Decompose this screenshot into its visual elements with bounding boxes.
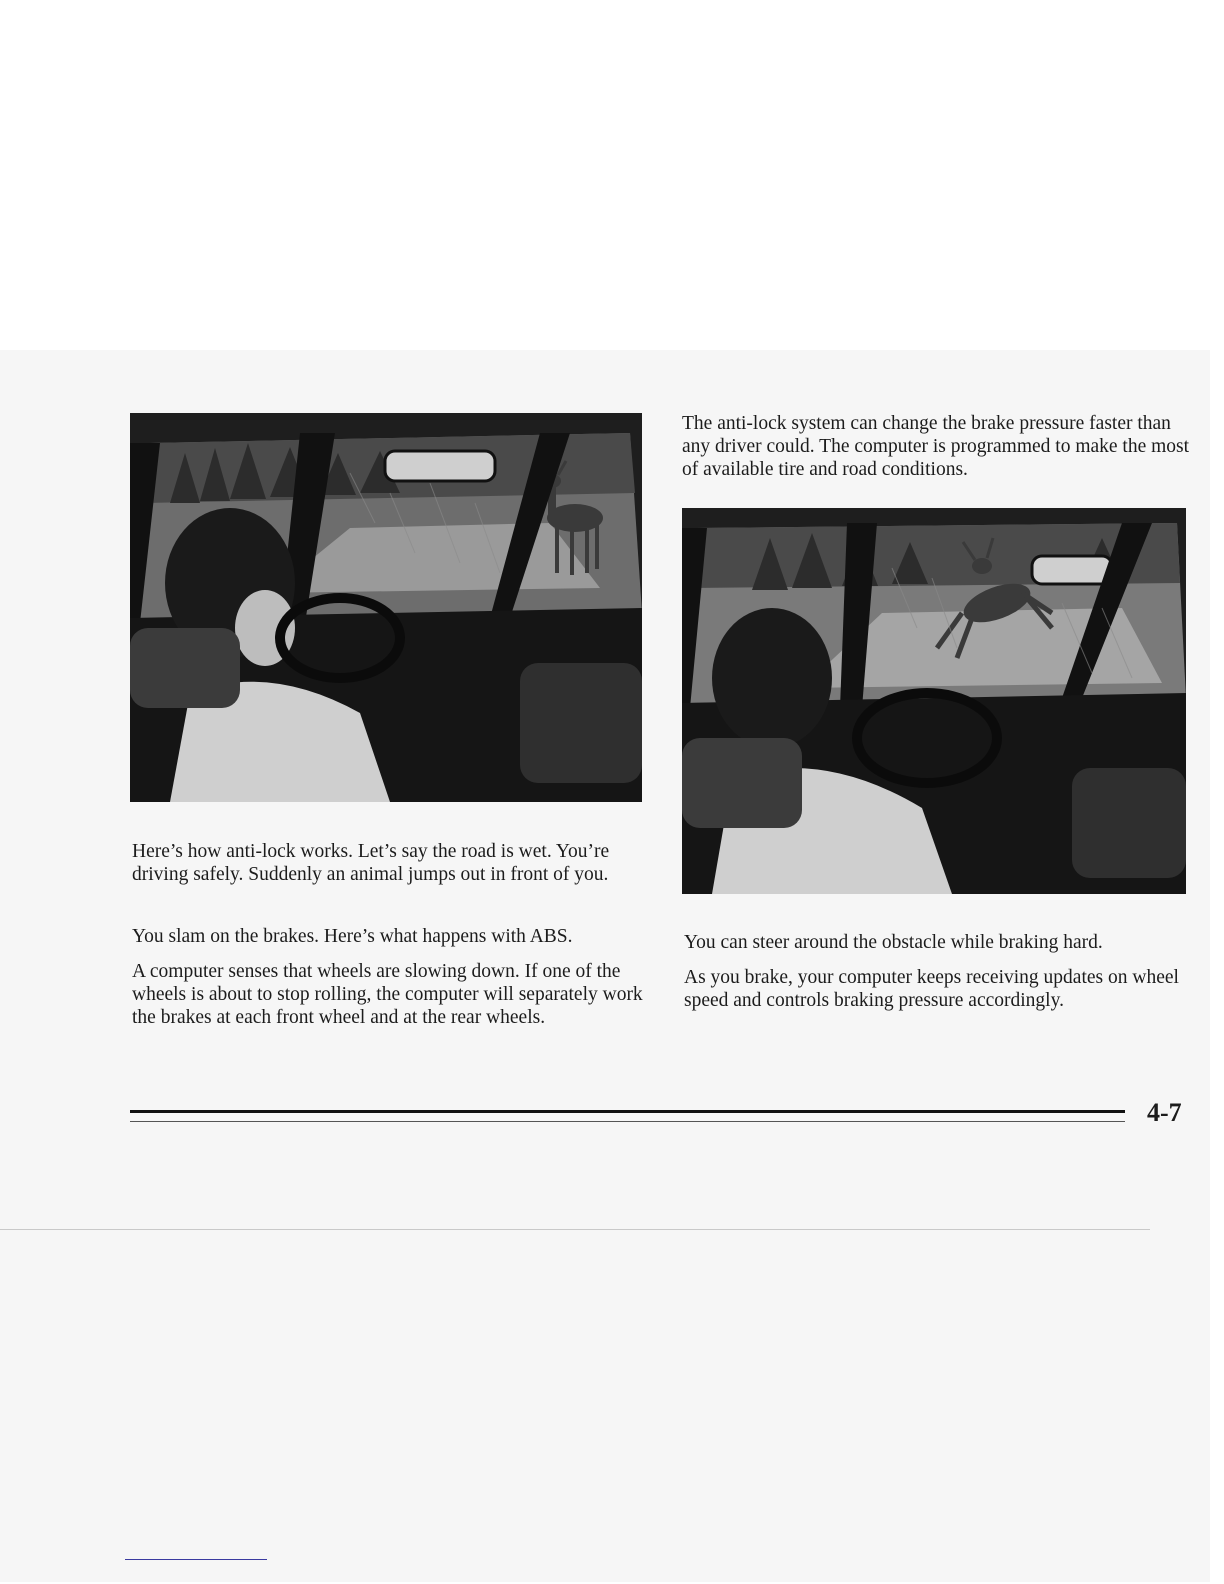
paragraph-slam-brakes: You slam on the brakes. Here’s what happens with ABS.: [132, 926, 573, 947]
bottom-edge-line: [125, 1559, 267, 1560]
footer-rule-thick: [130, 1110, 1125, 1113]
paragraph-computer-senses: A computer senses that wheels are slowing down. If one of the wheels is about to stop rolling, the computer will separately work the brakes at each front wheel and at the rear wheels.: [132, 961, 643, 1028]
footer-rule-thin: [130, 1121, 1125, 1122]
deer-jumping-icon: [682, 508, 1186, 894]
deer-on-road-icon: [130, 413, 642, 802]
scan-edge-line: [0, 1229, 1150, 1230]
page-number: 4-7: [1147, 1098, 1182, 1127]
paragraph-antilock-speed: The anti-lock system can change the brake pressure faster than any driver could. The computer is programmed to make the most of available tire and road conditions.: [682, 413, 1190, 480]
paragraph-steer-around: You can steer around the obstacle while braking hard.: [684, 932, 1103, 953]
paragraph-how-antilock-works: Here’s how anti-lock works. Let’s say the road is wet. You’re driving safely. Suddenly an animal jumps out in front of you.: [132, 841, 610, 885]
paragraph-wheel-speed-updates: As you brake, your computer keeps receiving updates on wheel speed and controls braking pressure accordingly.: [684, 967, 1179, 1011]
